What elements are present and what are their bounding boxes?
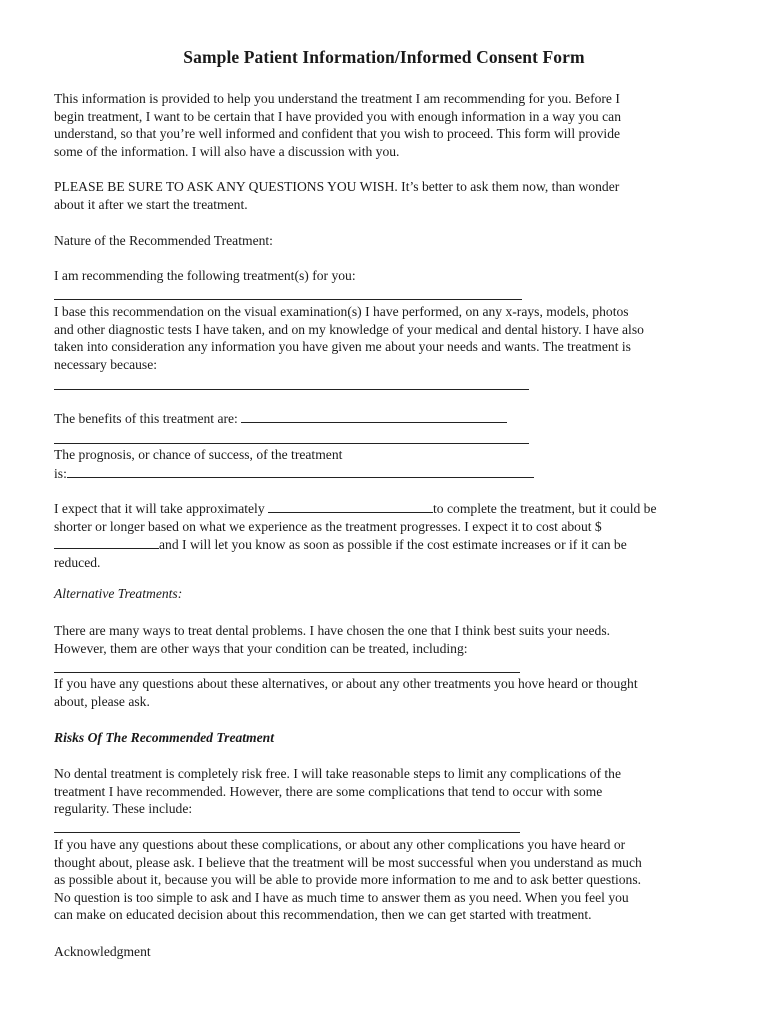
risks-line: treatment I have recommended. However, there are some complications that tend to occur with some bbox=[54, 783, 603, 799]
expect-line: reduced. bbox=[54, 554, 101, 570]
risks-questions-line: can make on educated decision about this recommendation, then we can get started with treatment. bbox=[54, 907, 592, 923]
expect-line bbox=[54, 535, 714, 554]
benefits-text bbox=[54, 409, 714, 428]
risks-heading: Risks Of The Recommended Treatment bbox=[54, 730, 274, 745]
alternatives-heading: Alternative Treatments: bbox=[54, 586, 183, 601]
risks-blank-line[interactable] bbox=[54, 832, 520, 833]
basis-line: necessary because: bbox=[54, 356, 158, 372]
prognosis-blank-line[interactable] bbox=[67, 464, 534, 478]
please-ask-line: PLEASE BE SURE TO ASK ANY QUESTIONS YOU WISH. It’s better to ask them now, than wonder bbox=[54, 179, 620, 194]
necessary-because-blank-line[interactable] bbox=[54, 389, 529, 390]
alternatives-paragraph bbox=[54, 622, 714, 657]
risks-questions-line: No question is too simple to ask and I have as much time to answer them as you need. When you feel you bbox=[54, 889, 629, 905]
intro-line: This information is provided to help you understand the treatment I am recommending for you. Before I bbox=[54, 91, 620, 106]
nature-heading: Nature of the Recommended Treatment: bbox=[54, 233, 273, 248]
alternatives-questions-paragraph bbox=[54, 675, 714, 710]
treatment-blank-line[interactable] bbox=[54, 299, 522, 300]
alternatives-questions-line: about, please ask. bbox=[54, 693, 150, 709]
alternatives-line: However, them are other ways that your condition can be treated, including: bbox=[54, 640, 468, 656]
basis-line: I base this recommendation on the visual examination(s) I have performed, on any x-rays, models, photos bbox=[54, 304, 629, 319]
alternatives-line: There are many ways to treat dental problems. I have chosen the one that I think best suits your needs. bbox=[54, 623, 611, 638]
basis-line: and other diagnostic tests I have taken, and on my knowledge of your medical and dental history. I have also bbox=[54, 321, 644, 337]
intro-line: some of the information. I will also have a discussion with you. bbox=[54, 143, 400, 159]
prognosis-paragraph bbox=[54, 446, 714, 482]
expect-time-after: to complete the treatment, but it could be bbox=[433, 501, 657, 516]
benefits-blank-line[interactable] bbox=[241, 409, 507, 423]
prognosis-line: The prognosis, or chance of success, of the treatment bbox=[54, 447, 343, 462]
risks-line: No dental treatment is completely risk free. I will take reasonable steps to limit any complications of the bbox=[54, 766, 621, 781]
alternatives-blank-line[interactable] bbox=[54, 672, 520, 673]
expect-line-3-text: and I will let you know as soon as possible if the cost estimate increases or if it can be bbox=[159, 537, 627, 553]
duration-blank-line[interactable] bbox=[268, 499, 433, 513]
intro-paragraph bbox=[54, 90, 714, 160]
benefits-blank-line-2[interactable] bbox=[54, 443, 529, 444]
please-ask-line: about it after we start the treatment. bbox=[54, 196, 248, 212]
acknowledgment-heading: Acknowledgment bbox=[54, 944, 151, 959]
risks-questions-paragraph bbox=[54, 836, 714, 924]
intro-line: begin treatment, I want to be certain that I have provided you with enough information in a way you can bbox=[54, 108, 621, 124]
page-title: Sample Patient Information/Informed Consent Form bbox=[183, 47, 585, 67]
expect-line bbox=[54, 499, 714, 518]
expect-paragraph bbox=[54, 499, 714, 571]
risks-line: regularity. These include: bbox=[54, 801, 193, 817]
prognosis-line bbox=[54, 464, 714, 483]
please-ask-paragraph bbox=[54, 178, 714, 213]
risks-questions-line: thought about, please ask. I believe that the treatment will be most successful when you understand as much bbox=[54, 854, 642, 870]
cost-blank-line[interactable] bbox=[54, 535, 159, 549]
risks-paragraph bbox=[54, 765, 714, 818]
risks-questions-line: If you have any questions about these complications, or about any other complications you have heard or bbox=[54, 837, 626, 852]
risks-questions-line: as possible about it, because you will be able to provide more information to me and to ask better questions. bbox=[54, 872, 642, 888]
basis-line: taken into consideration any information you have given me about your needs and wants. The treatment is bbox=[54, 339, 631, 355]
expect-line: shorter or longer based on what we experience as the treatment progresses. I expect it to cost about $ bbox=[54, 518, 602, 534]
expect-time-before: I expect that it will take approximately bbox=[54, 501, 269, 516]
recommending-text: I am recommending the following treatment(s) for you: bbox=[54, 268, 356, 283]
basis-paragraph bbox=[54, 303, 714, 373]
intro-line: understand, so that you’re well informed and confident that you wish to proceed. This form will provide bbox=[54, 126, 621, 142]
benefits-label: The benefits of this treatment are: bbox=[54, 411, 238, 426]
prognosis-is-label: is: bbox=[54, 465, 67, 481]
alternatives-questions-line: If you have any questions about these alternatives, or about any other treatments you hove heard or thought bbox=[54, 676, 638, 691]
